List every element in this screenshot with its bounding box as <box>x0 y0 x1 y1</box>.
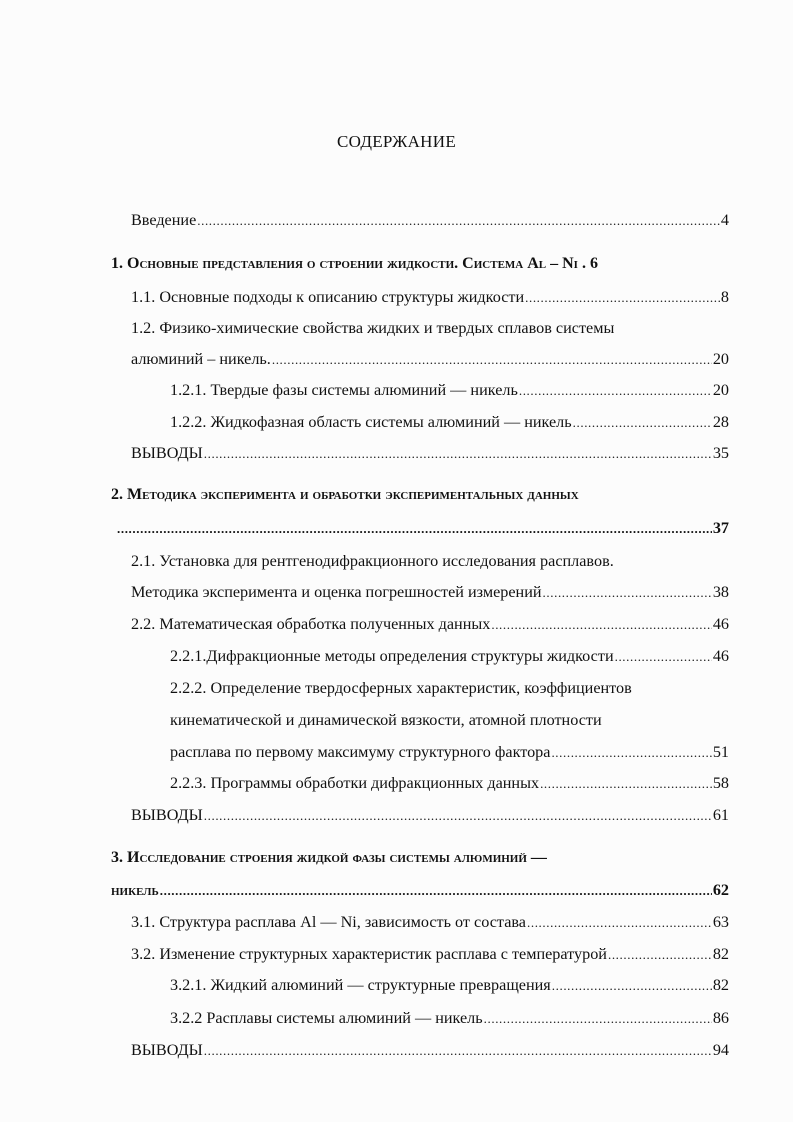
toc-page-number: 58 <box>712 774 729 792</box>
toc-page-number: 8 <box>720 288 729 306</box>
toc-chapter-2-line1: 2. Методика эксперимента и обработки экспериментальных данных <box>111 486 579 503</box>
toc-entry-text: ВЫВОДЫ <box>131 806 203 824</box>
toc-chapter-3-line1: 3. Исследование строения жидкой фазы системы алюминий — <box>111 849 547 866</box>
toc-leader <box>204 1041 712 1061</box>
toc-page-number: 82 <box>712 945 729 963</box>
toc-leader <box>117 519 712 539</box>
toc-entry-text: Методика эксперимента и оценка погрешностей измерений <box>131 583 542 601</box>
toc-entry-2-2-1 <box>170 646 729 666</box>
toc-chapter-3 <box>111 880 729 900</box>
toc-entry-text: 2.2. Математическая обработка полученных данных <box>131 615 491 633</box>
toc-leader <box>615 647 712 667</box>
toc-entry-text: 1.1. Основные подходы к описанию структуры жидкости <box>131 288 525 306</box>
toc-entry-1-1 <box>131 287 729 307</box>
toc-leader <box>540 774 712 794</box>
toc-leader <box>204 806 712 826</box>
toc-leader <box>204 444 712 464</box>
toc-page-number: 86 <box>712 1009 729 1027</box>
toc-leader <box>527 913 712 933</box>
toc-entry-text: 2.2.3. Программы обработки дифракционных данных <box>170 774 540 792</box>
toc-page-number: 61 <box>712 806 729 824</box>
toc-page-number: 51 <box>712 743 729 761</box>
toc-page-number: 62 <box>712 881 729 899</box>
toc-entry-text: 3.2. Изменение структурных характеристик расплава с температурой <box>131 945 607 963</box>
toc-entry-text: 1.2.1. Твердые фазы системы алюминий — никель <box>170 381 518 399</box>
toc-entry-text: Введение <box>131 211 197 229</box>
toc-entry-2-2-2-line1: 2.2.2. Определение твердосферных характеристик, коэффициентов <box>170 679 632 697</box>
toc-entry-text: алюминий – никель. <box>131 350 271 368</box>
toc-leader <box>519 381 712 401</box>
toc-entry-1-2-1 <box>170 380 729 400</box>
toc-leader <box>552 976 712 996</box>
toc-leader <box>491 615 711 635</box>
toc-entry-3-2-1 <box>170 975 729 995</box>
toc-page-number: 82 <box>712 976 729 994</box>
toc-entry-2-2-2-line2: кинематической и динамической вязкости, атомной плотности <box>170 711 602 729</box>
toc-leader <box>551 743 711 763</box>
toc-entry-intro <box>131 210 729 230</box>
toc-entry-2-2-3 <box>170 773 729 793</box>
toc-leader <box>484 1009 712 1029</box>
toc-leader <box>525 288 720 308</box>
toc-entry-2-1 <box>131 582 729 602</box>
toc-chapter-1: 1. Основные представления о строении жидкости. Система Al – Ni . 6 <box>111 255 598 272</box>
toc-page-number: 28 <box>712 413 729 431</box>
toc-entry-conclusions-2 <box>131 805 729 825</box>
toc-entry-text: ВЫВОДЫ <box>131 1041 203 1059</box>
toc-entry-text: 2.2.1.Дифракционные методы определения структуры жидкости <box>170 647 614 665</box>
toc-chapter-2 <box>111 518 729 538</box>
toc-leader <box>608 945 712 965</box>
toc-entry-3-2 <box>131 944 729 964</box>
toc-entry-text: 3.2.2 Расплавы системы алюминий — никель <box>170 1009 483 1027</box>
toc-leader <box>197 211 720 231</box>
toc-leader <box>272 350 712 370</box>
toc-entry-2-2 <box>131 614 729 634</box>
toc-page-number: 63 <box>712 913 729 931</box>
toc-page-number: 4 <box>720 211 729 229</box>
toc-leader <box>573 413 712 433</box>
toc-page-number: 37 <box>712 519 729 537</box>
toc-entry-conclusions-1 <box>131 443 729 463</box>
toc-entry-1-2-line1: 1.2. Физико-химические свойства жидких и твердых сплавов системы <box>131 319 615 337</box>
toc-leader <box>543 583 712 603</box>
toc-entry-2-2-2 <box>170 742 729 762</box>
toc-entry-text: никель <box>111 882 159 899</box>
toc-entry-1-2 <box>131 349 729 369</box>
toc-entry-2-1-line1: 2.1. Установка для рентгенодифракционного исследования расплавов. <box>131 552 614 570</box>
toc-page-number: 20 <box>712 350 729 368</box>
toc-entry-3-1 <box>131 912 729 932</box>
toc-page-number: 46 <box>712 615 729 633</box>
toc-entry-1-2-2 <box>170 412 729 432</box>
toc-entry-conclusions-3 <box>131 1040 729 1060</box>
toc-entry-3-2-2 <box>170 1008 729 1028</box>
toc-entry-text: 3.2.1. Жидкий алюминий — структурные превращения <box>170 976 551 994</box>
toc-page-number: 46 <box>712 647 729 665</box>
page-title: СОДЕРЖАНИЕ <box>336 132 457 151</box>
toc-entry-text: расплава по первому максимуму структурного фактора <box>170 743 551 761</box>
toc-page-number: 38 <box>712 583 729 601</box>
toc-leader <box>160 881 712 901</box>
toc-entry-text: 1.2.2. Жидкофазная область системы алюминий — никель <box>170 413 572 431</box>
toc-page-number: 20 <box>712 381 729 399</box>
toc-entry-text: 3.1. Структура расплава Al — Ni, зависимость от состава <box>131 913 526 931</box>
toc-page-number: 35 <box>712 444 729 462</box>
toc-page-number: 94 <box>712 1041 729 1059</box>
toc-entry-text: ВЫВОДЫ <box>131 444 203 462</box>
